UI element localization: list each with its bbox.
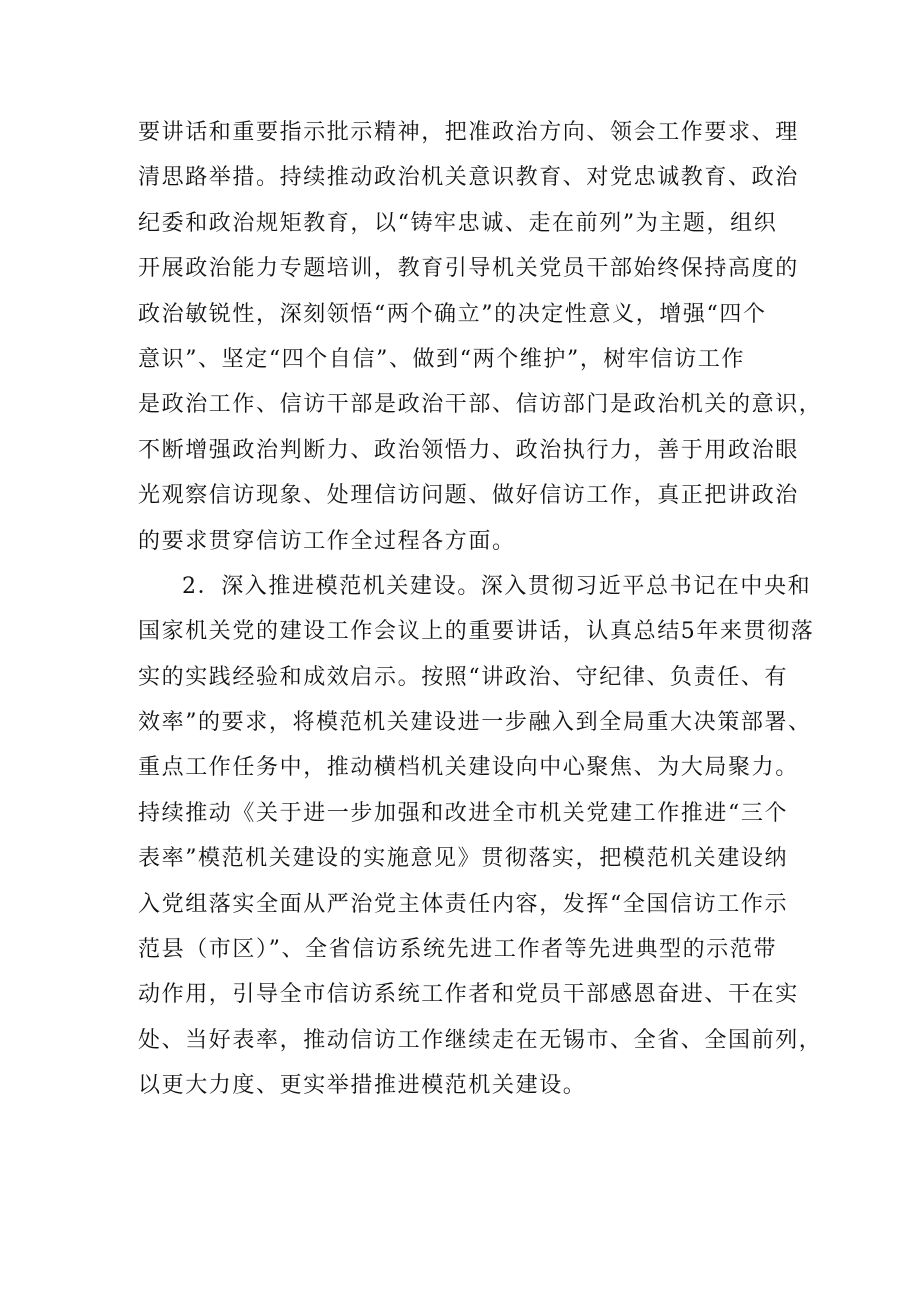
text-line: 是政治工作、信访干部是政治干部、信访部门是政治机关的意识，	[138, 392, 823, 418]
text-line: 光观察信访现象、处理信访问题、做好信访工作，真正把讲政治	[138, 483, 799, 509]
text-line: 意识”、坚定“四个自信”、做到“两个维护”，树牢信访工作	[138, 346, 746, 372]
text-line: 入党组落实全面从严治党主体责任内容，发挥“全国信访工作示	[138, 891, 789, 917]
text-line: 清思路举措。持续推动政治机关意识教育、对党忠诚教育、政治	[138, 165, 799, 191]
text-line: 国家机关党的建设工作会议上的重要讲话，认真总结5年来贯彻落	[138, 619, 815, 645]
text-line: 范县（市区）”、全省信访系统先进工作者等先进典型的示范带	[138, 937, 778, 963]
document-body	[138, 110, 823, 1109]
text-line: 表率”模范机关建设的实施意见》贯彻落实，把模范机关建设纳	[138, 846, 789, 872]
text-line: 政治敏锐性，深刻领悟“两个确立”的决定性意义，增强“四个	[138, 301, 767, 327]
text-line-indented: 2．深入推进模范机关建设。深入贯彻习近平总书记在中央和	[182, 573, 812, 599]
text-line: 效率”的要求，将模范机关建设进一步融入到全局重大决策部署、	[138, 710, 812, 736]
text-line: 以更大力度、更实举措推进模范机关建设。	[138, 1073, 587, 1099]
text-line: 不断增强政治判断力、政治领悟力、政治执行力，善于用政治眼	[138, 437, 799, 463]
text-line: 纪委和政治规矩教育，以“铸牢忠诚、走在前列”为主题，组织	[138, 210, 778, 236]
text-line: 动作用，引导全市信访系统工作者和党员干部感恩奋进、干在实	[138, 982, 799, 1008]
text-line: 处、当好表率，推动信访工作继续走在无锡市、全省、全国前列，	[138, 1027, 823, 1053]
text-line: 重点工作任务中，推动横档机关建设向中心聚焦、为大局聚力。	[138, 755, 799, 781]
paragraph-political-awareness	[138, 110, 823, 564]
text-line: 实的实践经验和成效启示。按照“讲政治、守纪律、负责任、有	[138, 664, 789, 690]
text-line: 要讲话和重要指示批示精神，把准政治方向、领会工作要求、理	[138, 120, 799, 145]
text-line: 开展政治能力专题培训，教育引导机关党员干部始终保持高度的	[138, 256, 799, 282]
text-line: 持续推动《关于进一步加强和改进全市机关党建工作推进“三个	[138, 800, 789, 826]
text-line: 的要求贯穿信访工作全过程各方面。	[138, 528, 516, 554]
paragraph-model-organ-construction	[138, 564, 823, 1109]
